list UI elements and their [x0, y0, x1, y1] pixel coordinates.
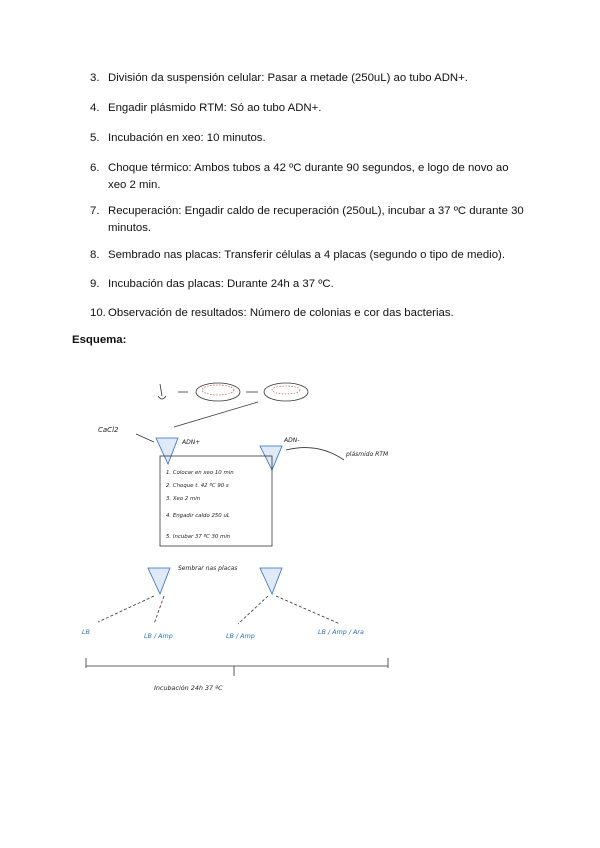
spread-label: Sembrar nas placas: [178, 565, 238, 572]
step-text: Incubación das placas: Durante 24h a 37 ºC.: [108, 278, 334, 290]
arrow-icon: [238, 596, 268, 624]
arrow-icon: [136, 434, 154, 442]
step-number: 9.: [90, 278, 100, 290]
cacl2-label: CaCl2: [98, 426, 119, 434]
protocol-step: [90, 130, 530, 147]
protocol-step: [90, 70, 530, 87]
protocol-step: [90, 247, 530, 264]
protocol-step: [90, 160, 530, 194]
plate-label: LB / Amp: [144, 632, 173, 640]
incubation-label: Incubación 24h 37 ºC: [154, 684, 223, 692]
step-number: 6.: [90, 162, 100, 174]
arrow-icon: [286, 448, 344, 460]
scheme-diagram: [78, 372, 396, 708]
step-text: División da suspensión celular: Pasar a metade (250uL) ao tubo ADN+.: [108, 72, 468, 84]
arrow-icon: [276, 596, 340, 624]
step-text: Choque térmico: Ambos tubos a 42 ºC durante 90 segundos, e logo de novo ao xeo 2 min.: [108, 162, 509, 191]
connector-line: [174, 402, 258, 427]
step-number: 3.: [90, 72, 100, 84]
box-step: 2. Choque t. 42 ºC 90 s: [166, 483, 229, 489]
plate-label: LB / Amp / Ara: [318, 628, 364, 636]
box-step: 4. Engadir caldo 250 uL: [166, 513, 230, 519]
protocol-step: [90, 305, 530, 322]
plate-label: LB: [82, 628, 90, 636]
tube-icon: [260, 568, 282, 594]
tube-icon: [260, 446, 282, 470]
tube-label: ADN-: [284, 437, 300, 444]
step-number: 7.: [90, 205, 100, 217]
box-step: 5. Incubar 37 ºC 30 min: [166, 534, 231, 540]
step-text: Observación de resultados: Número de colonias e cor das bacterias.: [108, 307, 454, 319]
step-number: 4.: [90, 102, 100, 114]
step-number: 5.: [90, 132, 100, 144]
bracket: [86, 658, 388, 676]
scheme-heading: Esquema:: [72, 334, 127, 346]
tube-icon: [156, 438, 178, 464]
step-text: Incubación en xeo: 10 minutos.: [108, 132, 266, 144]
tube-icon: [148, 568, 170, 594]
box-step: 1. Colocar en xeo 10 min: [166, 470, 234, 476]
petri-dish-icon: [196, 383, 240, 401]
step-number: 10.: [90, 307, 106, 319]
protocol-step: [90, 100, 530, 117]
plate-label: LB / Amp: [226, 632, 255, 640]
protocol-step: [90, 276, 530, 293]
step-number: 8.: [90, 249, 100, 261]
arrow-icon: [154, 596, 164, 624]
petri-dish-icon: [264, 383, 308, 401]
box-step: 3. Xeo 2 min: [166, 496, 201, 502]
tube-label: ADN+: [182, 439, 201, 446]
pipette-icon: [158, 384, 166, 399]
plasmid-label: plásmido RTM: [346, 451, 389, 458]
step-text: Recuperación: Engadir caldo de recuperación (250uL), incubar a 37 ºC durante 30 minutos.: [108, 205, 524, 234]
step-text: Engadir plásmido RTM: Só ao tubo ADN+.: [108, 102, 322, 114]
step-text: Sembrado nas placas: Transferir células a 4 placas (segundo o tipo de medio).: [108, 249, 505, 261]
arrow-icon: [98, 596, 154, 622]
protocol-step: [90, 203, 530, 237]
